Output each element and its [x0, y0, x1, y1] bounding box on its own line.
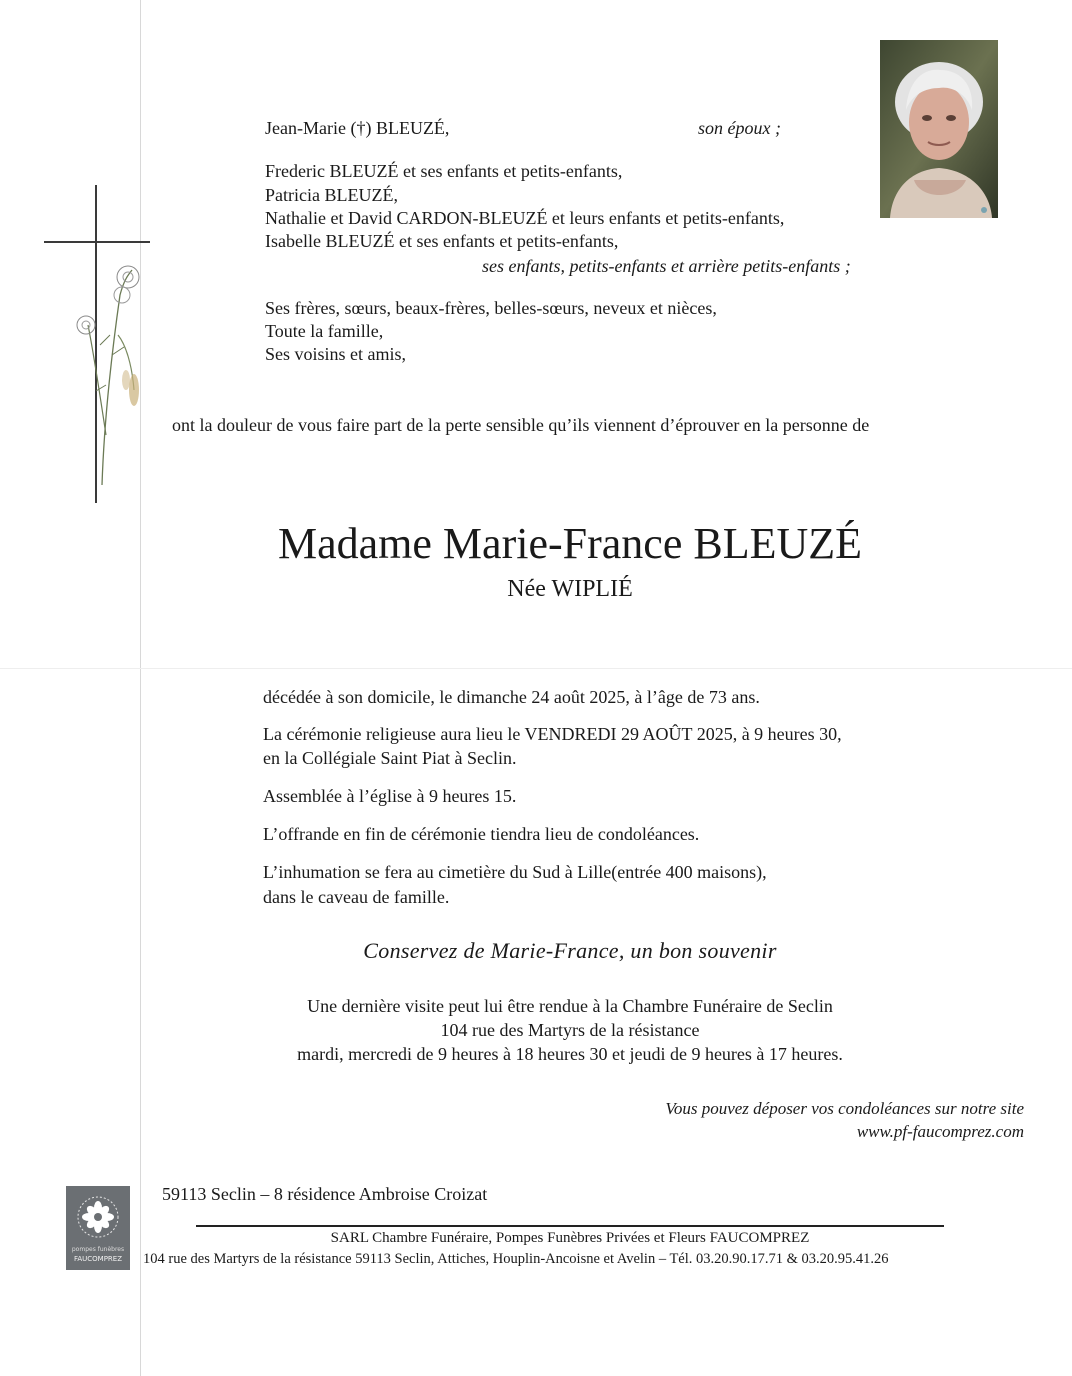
footer-contact: 104 rue des Martyrs de la résistance 59113 Seclin, Attiches, Houplin-Ancoisne et Avelin – Tél. 03.20.90.17.71 & 03.20.95.41.26	[143, 1251, 889, 1267]
visit-line-2: 104 rue des Martyrs de la résistance	[440, 1020, 700, 1040]
child-line-2: Patricia BLEUZÉ,	[265, 185, 398, 205]
burial-line-2: dans le caveau de famille.	[263, 887, 450, 907]
spouse-role: son époux ;	[698, 118, 781, 138]
scan-fold-line	[0, 668, 1072, 669]
visit-line-1: Une dernière visite peut lui être rendue à la Chambre Funéraire de Seclin	[307, 996, 833, 1016]
portrait-photo	[880, 40, 998, 218]
assembly-time: Assemblée à l’église à 9 heures 15.	[263, 786, 517, 806]
funeral-home-logo	[66, 1186, 130, 1270]
offering-note: L’offrande en fin de cérémonie tiendra lieu de condoléances.	[263, 824, 700, 844]
logo-brand: FAUCOMPREZ	[73, 1255, 123, 1263]
ceremony-line-1: La cérémonie religieuse aura lieu le VENDREDI 29 AOÛT 2025, à 9 heures 30,	[263, 724, 842, 744]
visit-line-3: mardi, mercredi de 9 heures à 18 heures 30 et jeudi de 9 heures à 17 heures.	[297, 1044, 843, 1064]
deceased-name: Madame Marie-France BLEUZÉ	[278, 519, 862, 568]
child-line-1: Frederic BLEUZÉ et ses enfants et petits-enfants,	[265, 161, 623, 181]
children-role: ses enfants, petits-enfants et arrière petits-enfants ;	[482, 256, 851, 276]
ceremony-line-2: en la Collégiale Saint Piat à Seclin.	[263, 748, 517, 768]
souvenir-text: Conservez de Marie-France, un bon souvenir	[363, 938, 777, 963]
footer-company: SARL Chambre Funéraire, Pompes Funèbres Privées et Fleurs FAUCOMPREZ	[330, 1230, 810, 1246]
relatives-line-1: Ses frères, sœurs, beaux-frères, belles-sœurs, neveux et nièces,	[265, 298, 717, 318]
footer-divider	[196, 1225, 944, 1227]
website-link[interactable]: www.pf-faucomprez.com	[856, 1122, 1024, 1141]
child-line-4: Isabelle BLEUZÉ et ses enfants et petits-enfants,	[265, 231, 619, 251]
relatives-line-3: Ses voisins et amis,	[265, 344, 407, 364]
logo-tagline: pompes funèbres	[71, 1246, 125, 1253]
flower-logo-icon	[66, 1186, 130, 1246]
home-address: 59113 Seclin – 8 résidence Ambroise Croizat	[162, 1184, 488, 1204]
maiden-name: Née WIPLIÉ	[507, 576, 633, 602]
condolences-text: Vous pouvez déposer vos condoléances sur notre site	[665, 1099, 1024, 1118]
cross-with-flowers-icon	[40, 185, 160, 505]
burial-line-1: L’inhumation se fera au cimetière du Sud à Lille(entrée 400 maisons),	[263, 862, 767, 882]
announcement-text: ont la douleur de vous faire part de la perte sensible qu’ils viennent d’éprouver en la personne de	[172, 415, 870, 435]
child-line-3: Nathalie et David CARDON-BLEUZÉ et leurs enfants et petits-enfants,	[265, 208, 785, 228]
spouse-name: Jean-Marie (†) BLEUZÉ,	[265, 118, 450, 138]
relatives-line-2: Toute la famille,	[265, 321, 384, 341]
death-details: décédée à son domicile, le dimanche 24 août 2025, à l’âge de 73 ans.	[263, 687, 760, 707]
